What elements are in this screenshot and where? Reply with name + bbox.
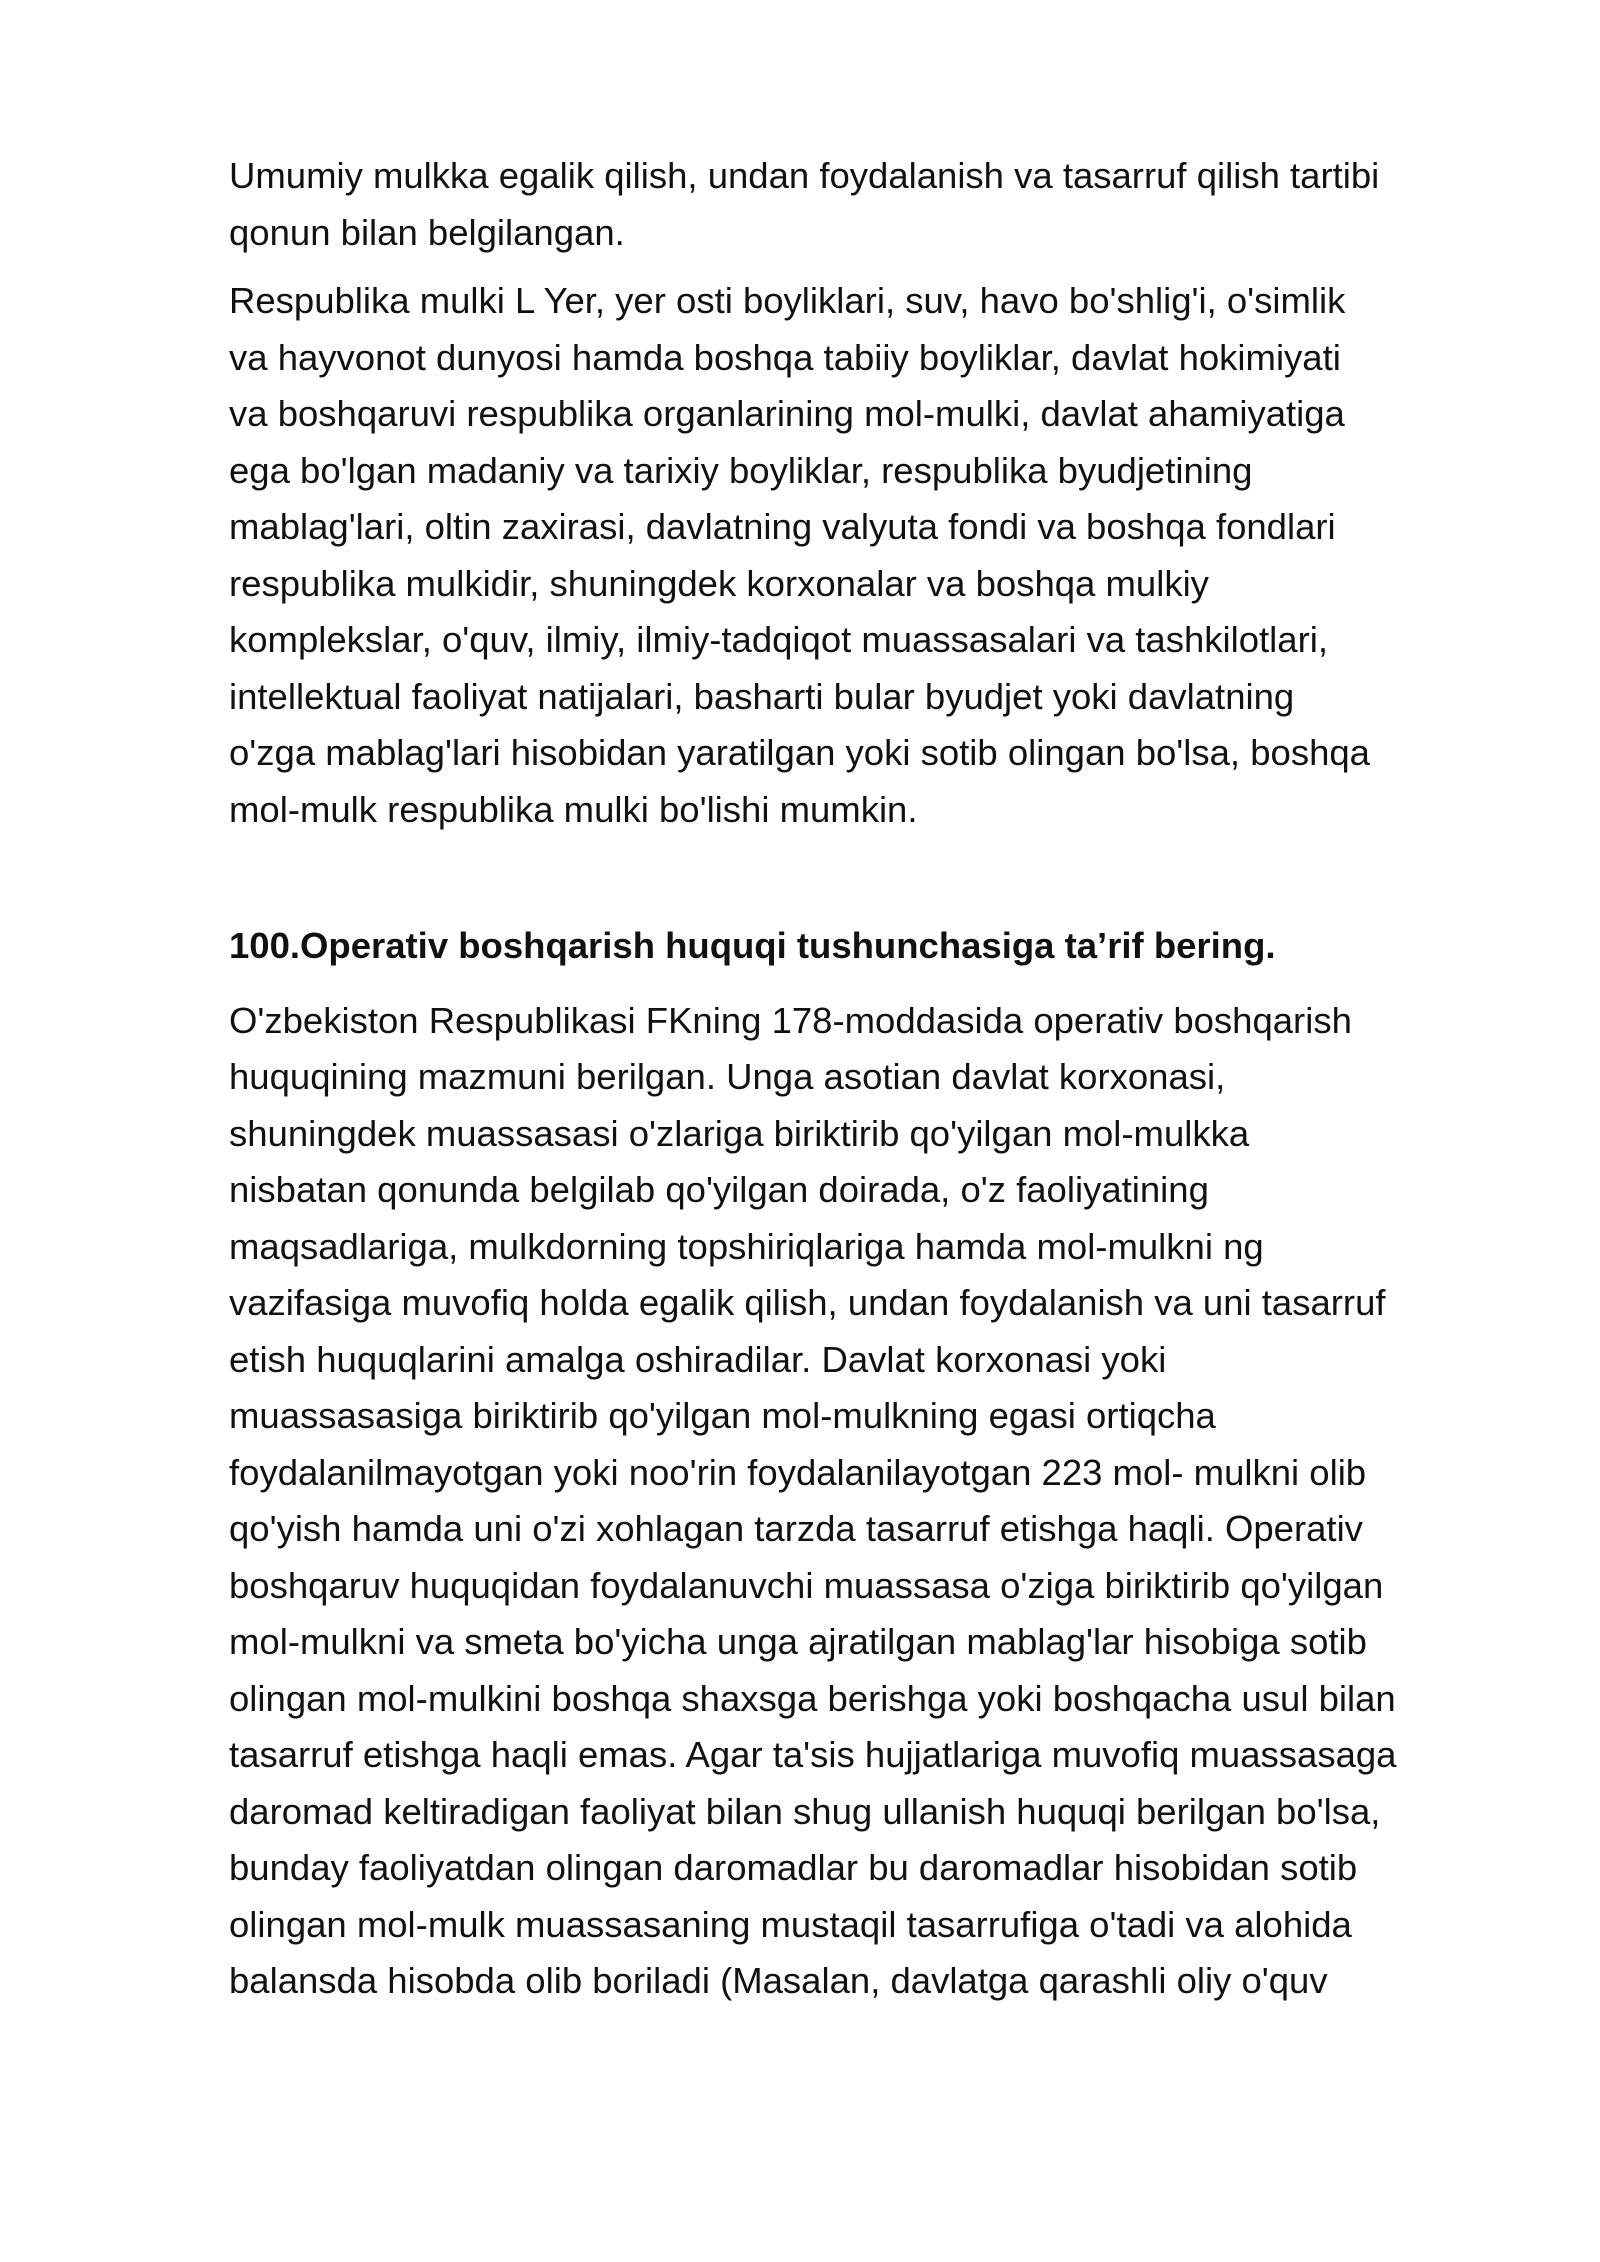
paragraph-operative-management-answer: O'zbekiston Respublikasi FKning 178-moddasida operativ boshqarish huquqining mazmuni berilgan. Unga asotian davlat korxonasi, shuningdek muassasasi o'zlariga biriktirib qo'yilgan mol-mulkka nisbatan qonunda belgilab qo'yilgan doirada, o'z faoliyatining maqsadlariga, mulkdorning topshiriqlariga hamda mol-mulkni ng vazifasiga muvofiq holda egalik qilish, undan foydalanish va uni tasarruf etish huquqlarini amalga oshiradilar. Davlat korxonasi yoki muassasasiga biriktirib qo'yilgan mol-mulkning egasi ortiqcha foydalanilmayotgan yoki noo'rin foydalanilayotgan 223 mol- mulkni olib qo'yish hamda uni o'zi xohlagan tarzda tasarruf etishga haqli. Operativ boshqaruv huquqidan foydalanuvchi muassasa o'ziga biriktirib qo'yilgan mol-mulkni va smeta bo'yicha unga ajratilgan mablag'lar hisobiga sotib olingan mol-mulkini boshqa shaxsga berishga yoki boshqacha usul bilan tasarruf etishga haqli emas. Agar ta'sis hujjatlariga muvofiq muassasaga daromad keltiradigan faoliyat bilan shug ullanish huquqi berilgan bo'lsa, bunday faoliyatdan olingan daromadlar bu daromadlar hisobidan sotib olingan mol-mulk muassasaning mustaqil tasarrufiga o'tadi va alohida balansda hisobda olib boriladi (Masalan, davlatga qarashli oliy o'quv	[229, 999, 1397, 2001]
question-heading: 100.Operativ boshqarish huquqi tushunchasiga ta’rif bering.	[229, 925, 1276, 966]
document-body	[229, 148, 1499, 2010]
paragraph-common-property: Umumiy mulkka egalik qilish, undan foydalanish va tasarruf qilish tartibi qonun bilan belgilangan.	[229, 155, 1380, 253]
paragraph-republic-property: Respublika mulki L Yer, yer osti boyliklari, suv, havo bo'shlig'i, o'simlik va hayvonot dunyosi hamda boshqa tabiiy boyliklar, davlat hokimiyati va boshqaruvi respublika organlarining mol-mulki, davlat ahamiyatiga ega bo'lgan madaniy va tarixiy boyliklar, respublika byudjetining mablag'lari, oltin zaxirasi, davlatning valyuta fondi va boshqa fondlari respublika mulkidir, shuningdek korxonalar va boshqa mulkiy komplekslar, o'quv, ilmiy, ilmiy-tadqiqot muassasalari va tashkilotlari, intellektual faoliyat natijalari, basharti bular byudjet yoki davlatning o'zga mablag'lari hisobidan yaratilgan yoki sotib olingan bo'lsa, boshqa mol-mulk respublika mulki bo'lishi mumkin.	[229, 280, 1370, 830]
